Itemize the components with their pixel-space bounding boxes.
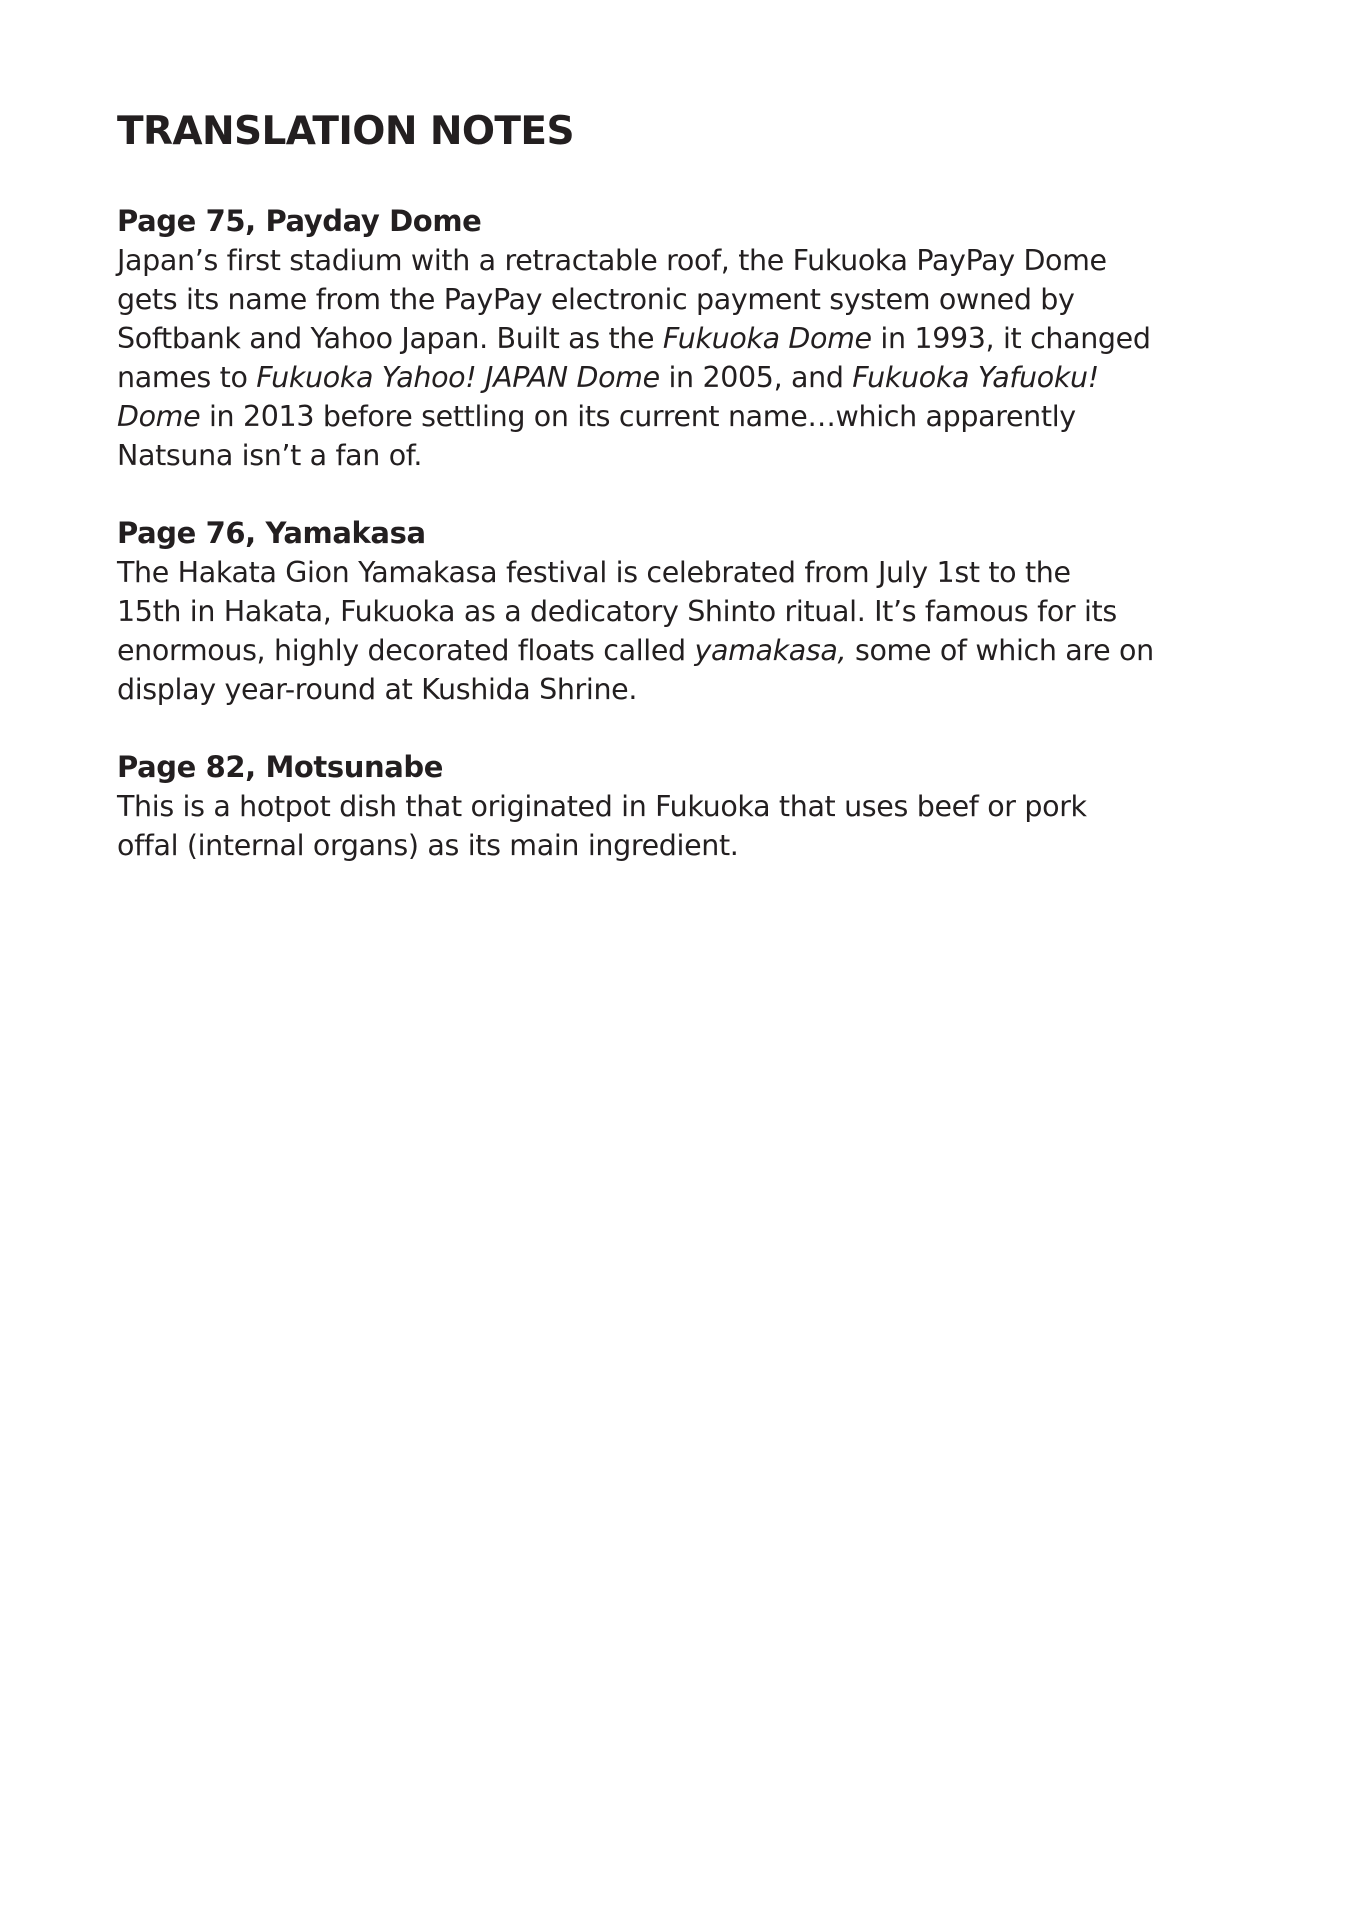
note-title: Page 75, Payday Dome <box>117 204 482 238</box>
note-body <box>117 241 1247 475</box>
note-body <box>117 553 1247 709</box>
note-payday-dome <box>117 202 1247 475</box>
note-line <box>117 592 1247 631</box>
translation-notes-list <box>117 202 1247 865</box>
text-segment: in 2013 before settling on its current name…which apparently <box>200 400 1076 433</box>
note-line <box>117 436 1247 475</box>
text-segment: Japan’s first stadium with a retractable roof, the Fukuoka PayPay Dome <box>117 244 1107 277</box>
note-line <box>117 241 1247 280</box>
italic-term: Fukuoka Yahoo! JAPAN Dome <box>256 361 660 394</box>
text-segment: Natsuna isn’t a fan of. <box>117 439 423 472</box>
note-yamakasa <box>117 514 1247 709</box>
note-line <box>117 631 1247 670</box>
italic-term: yamakasa, <box>694 634 847 667</box>
text-segment: 15th in Hakata, Fukuoka as a dedicatory Shinto ritual. It’s famous for its <box>117 595 1117 628</box>
text-segment: names to <box>117 361 257 394</box>
text-segment: Softbank and Yahoo Japan. Built as the <box>117 322 663 355</box>
page-title: TRANSLATION NOTES <box>117 109 574 154</box>
text-segment: This is a hotpot dish that originated in Fukuoka that uses beef or pork <box>117 790 1087 823</box>
note-motsunabe <box>117 748 1247 865</box>
note-line <box>117 670 1247 709</box>
note-line <box>117 319 1247 358</box>
note-title: Page 76, Yamakasa <box>117 516 426 550</box>
note-title: Page 82, Motsunabe <box>117 750 444 784</box>
text-segment: in 1993, it changed <box>871 322 1151 355</box>
document-page <box>117 108 1247 904</box>
note-body <box>117 787 1247 865</box>
italic-term: Dome <box>117 400 201 433</box>
text-segment: some of which are on <box>846 634 1154 667</box>
italic-term: Fukuoka Yafuoku! <box>852 361 1099 394</box>
note-line <box>117 397 1247 436</box>
italic-term: Fukuoka Dome <box>662 322 872 355</box>
text-segment: display year-round at Kushida Shrine. <box>117 673 638 706</box>
note-line <box>117 787 1247 826</box>
text-segment: in 2005, and <box>659 361 853 394</box>
text-segment: The Hakata Gion Yamakasa festival is celebrated from July 1st to the <box>117 556 1071 589</box>
text-segment: enormous, highly decorated floats called <box>117 634 695 667</box>
text-segment: offal (internal organs) as its main ingredient. <box>117 829 739 862</box>
note-line <box>117 280 1247 319</box>
note-line <box>117 826 1247 865</box>
note-line <box>117 358 1247 397</box>
note-line <box>117 553 1247 592</box>
text-segment: gets its name from the PayPay electronic payment system owned by <box>117 283 1075 316</box>
